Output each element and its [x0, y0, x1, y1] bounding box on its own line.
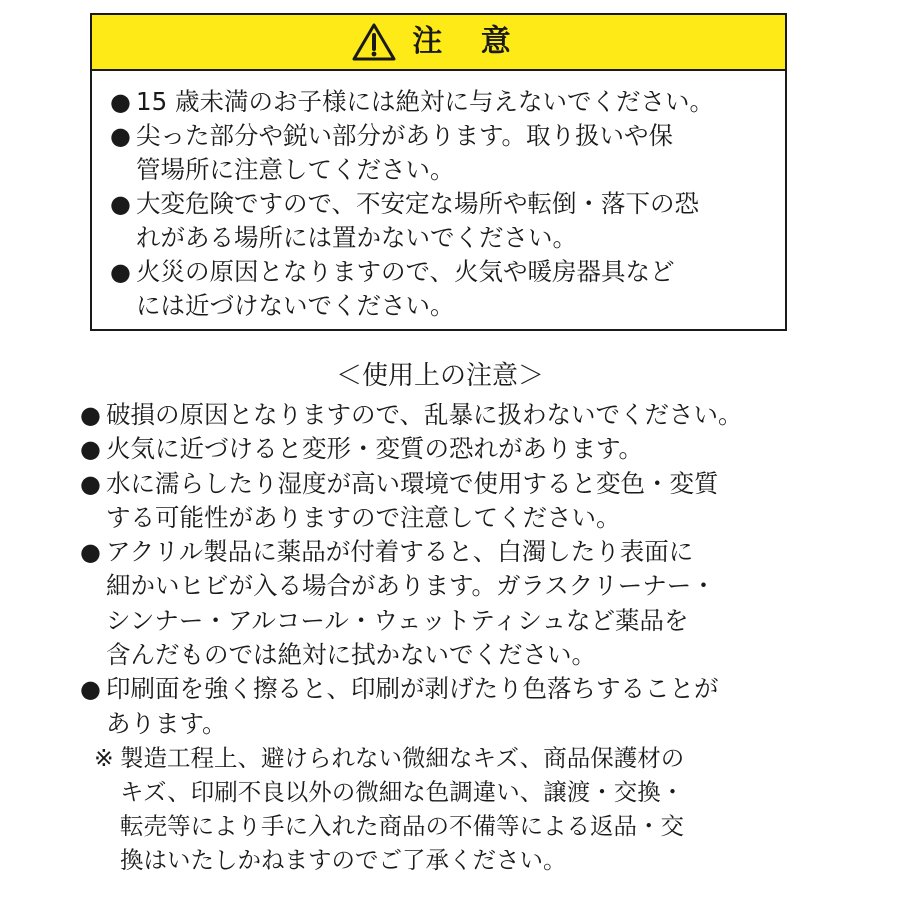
bullet: ●: [110, 258, 131, 286]
caution-item: [110, 85, 785, 119]
bullet: ●: [80, 401, 101, 429]
usage-item-text: アクリル製品に薬品が付着すると、白濁したり表面に 細かいヒビが入る場合があります。ガラスクリーナー・ シンナー・アルコール・ウェットティシュなど薬品を 含んだものでは絶対に拭かないでください。: [106, 537, 716, 670]
caution-item: [110, 187, 785, 255]
note-text: 製造工程上、避けられない微細なキズ、商品保護材の キズ、印刷不良以外の微細な色調違い、譲渡・交換・ 転売等により手に入れた商品の不備等による返品・交 換はいたしかねますのでご了承ください。: [120, 744, 685, 874]
caution-header: [92, 15, 785, 71]
bullet: ●: [110, 190, 131, 218]
usage-item-text: 火気に近づけると変形・変質の恐れがあります。: [106, 434, 644, 464]
caution-item-text: 15 歳未満のお子様には絶対に与えないでください。: [136, 87, 714, 116]
note-mark: ※: [94, 744, 114, 772]
bullet: ●: [80, 435, 101, 464]
usage-item: [80, 467, 743, 536]
usage-item: [80, 398, 743, 432]
caution-title: 注 意: [412, 24, 525, 59]
caution-item-text: 尖った部分や鋭い部分があります。取り扱いや保 管場所に注意してください。: [136, 121, 674, 184]
disclaimer-note: [94, 741, 684, 877]
usage-item-text: 破損の原因となりますので、乱暴に扱わないでください。: [106, 400, 743, 429]
usage-section-title: ＜使用上の注意＞: [335, 361, 544, 391]
caution-item: [110, 255, 785, 323]
bullet: ●: [80, 469, 101, 498]
caution-item-text: 火災の原因となりますので、火気や暖房器具など には近づけないでください。: [136, 257, 675, 320]
usage-item: [80, 432, 743, 466]
caution-item: [110, 119, 785, 187]
warning-triangle-icon: [352, 23, 396, 61]
usage-list: [80, 398, 743, 741]
bullet: ●: [80, 675, 101, 704]
bullet: ●: [110, 122, 131, 150]
caution-item-text: 大変危険ですので、不安定な場所や転倒・落下の恐 れがある場所には置かないでください。: [136, 189, 700, 252]
caution-box: [90, 13, 787, 331]
bullet: ●: [110, 88, 131, 116]
bullet: ●: [80, 538, 101, 567]
usage-item: [80, 535, 743, 672]
usage-item-text: 印刷面を強く擦ると、印刷が剥げたり色落ちすることが あります。: [106, 674, 719, 738]
usage-item-text: 水に濡らしたり湿度が高い環境で使用すると変色・変質 する可能性がありますので注意してください。: [106, 468, 719, 532]
usage-item: [80, 672, 743, 741]
caution-list: [92, 71, 785, 323]
